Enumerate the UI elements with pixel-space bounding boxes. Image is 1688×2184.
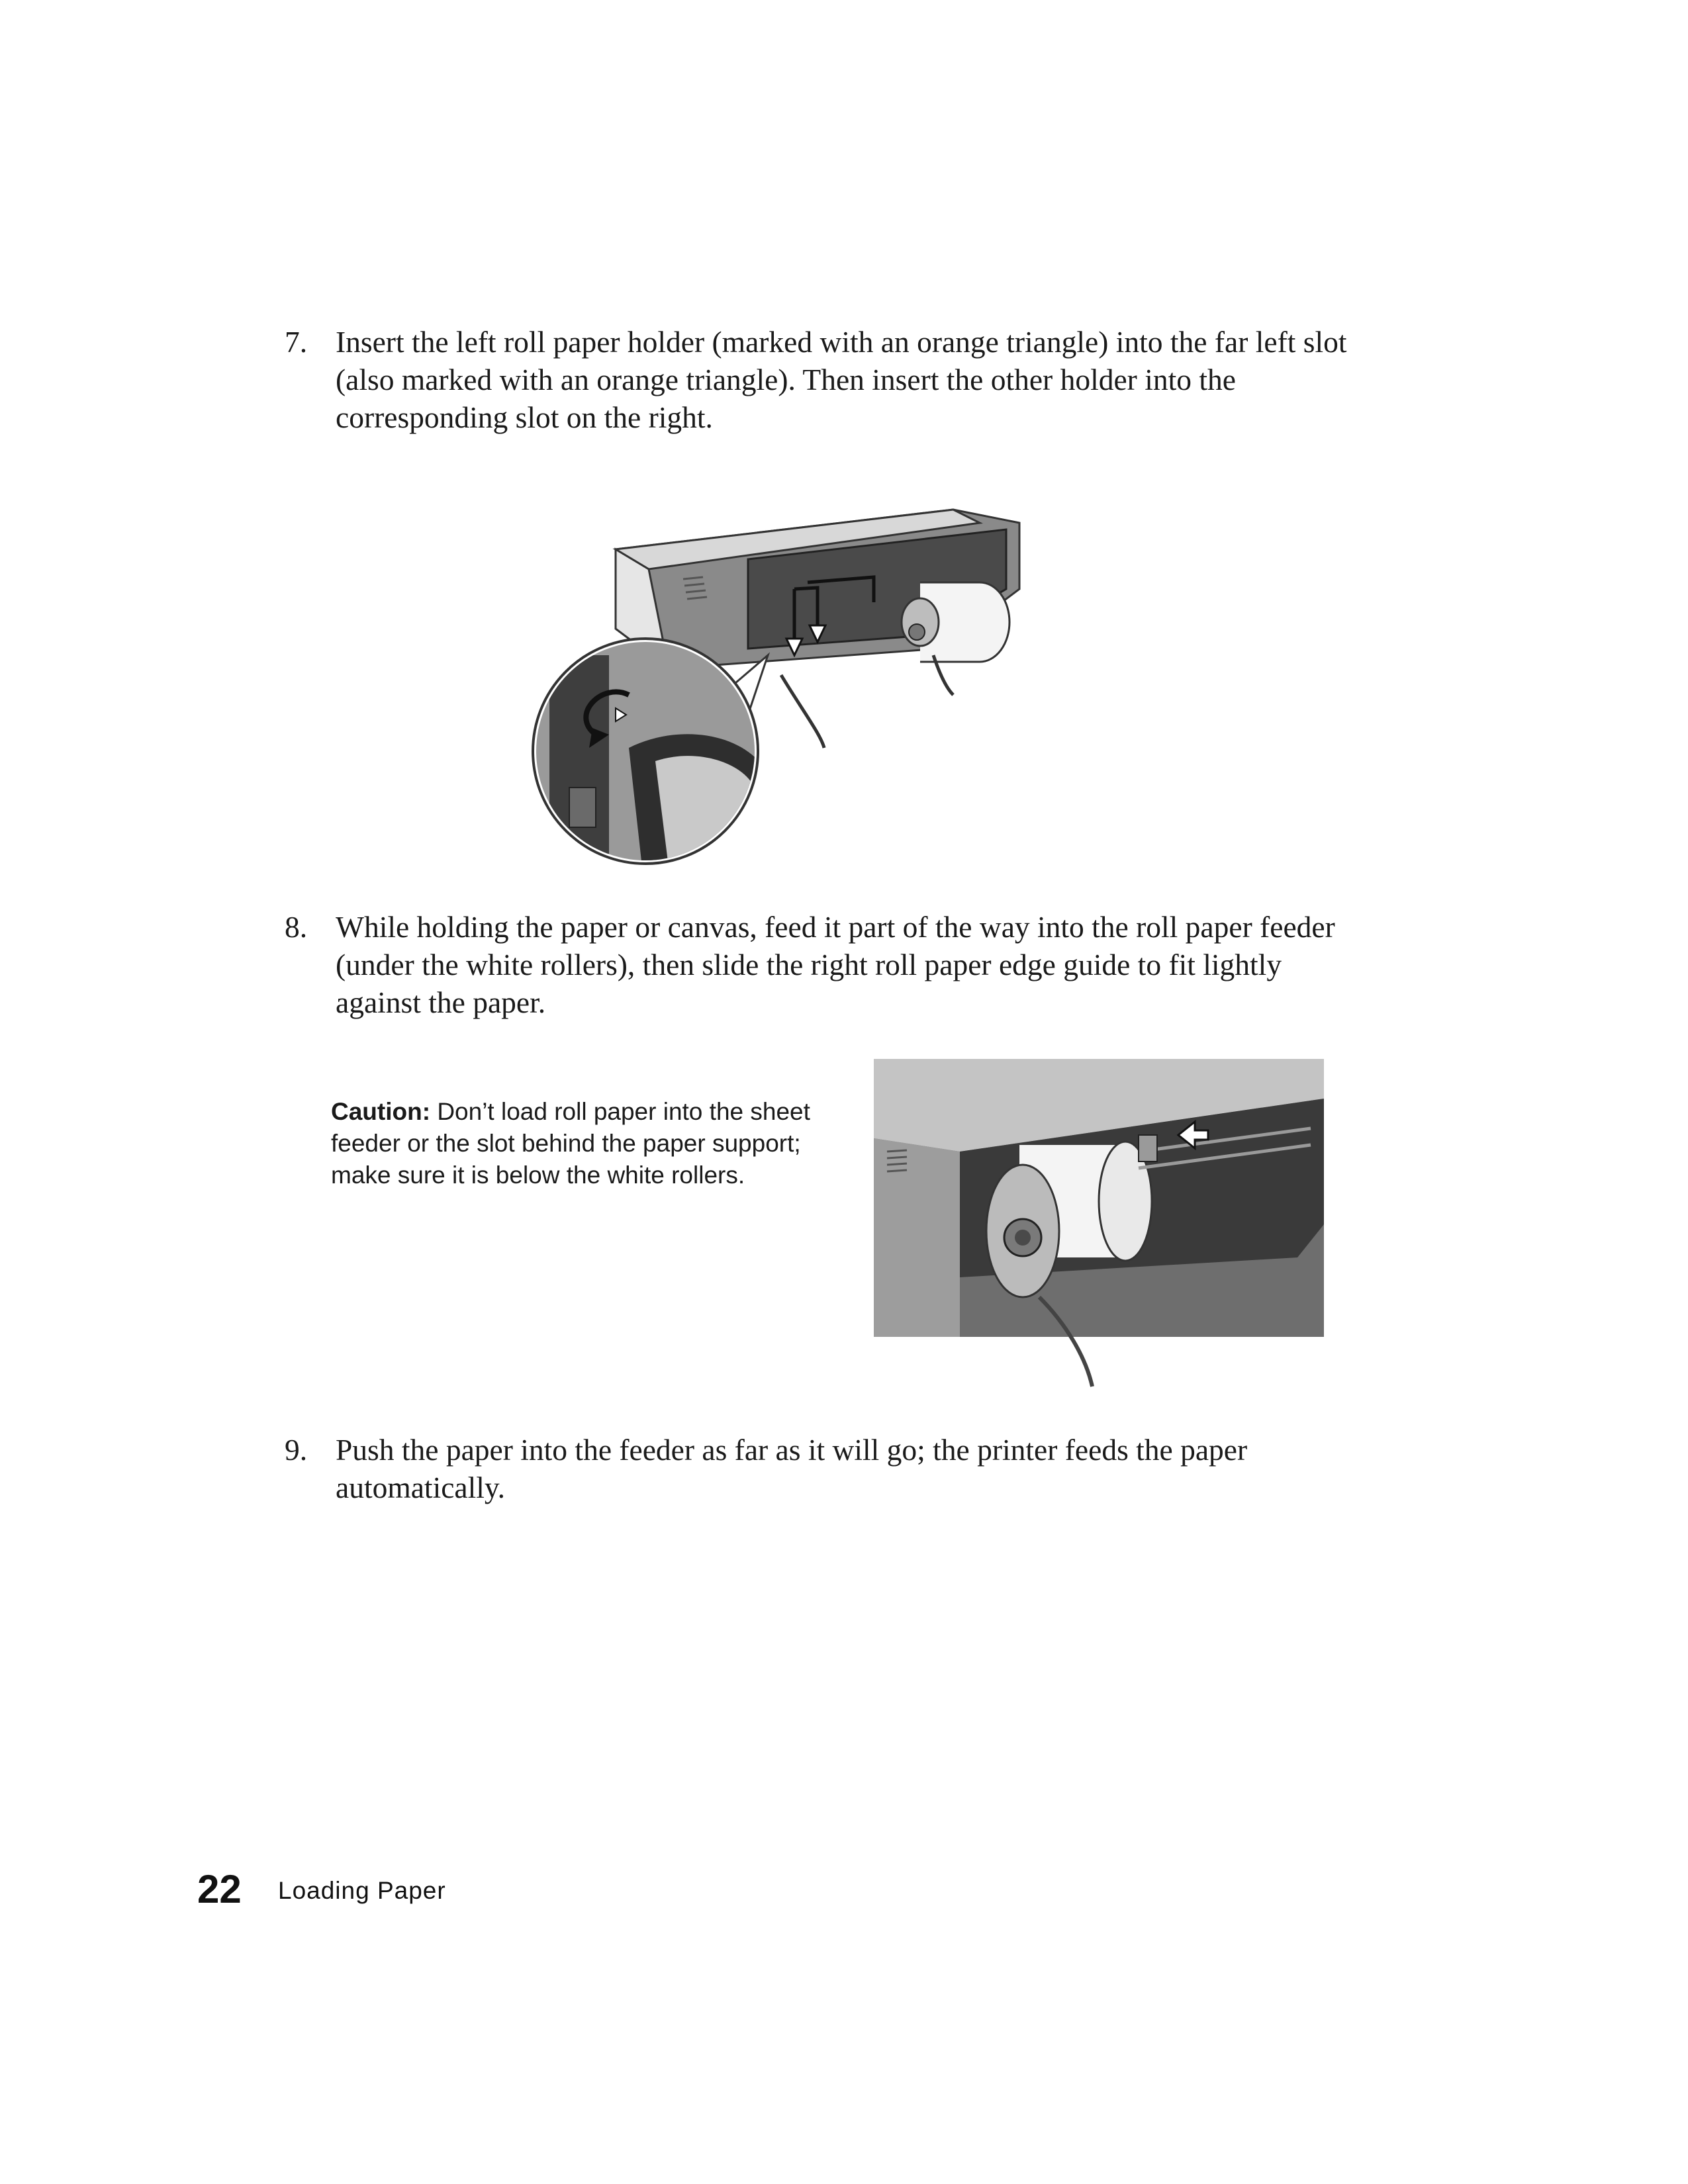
page-number: 22 xyxy=(197,1867,242,1911)
caution-note xyxy=(331,1096,834,1191)
step-8 xyxy=(285,908,1370,1021)
step-8-number: 8. xyxy=(285,910,308,944)
step-9-number: 9. xyxy=(285,1433,308,1467)
step-8-text: While holding the paper or canvas, feed it part of the way into the roll paper feeder (under the white rollers), then slide the right roll paper edge guide to fit lightly against the paper. xyxy=(336,910,1335,1019)
step-7-number: 7. xyxy=(285,325,308,359)
step-9 xyxy=(285,1431,1370,1506)
caution-label: Caution: xyxy=(331,1098,431,1125)
step-7-text: Insert the left roll paper holder (marked with an orange triangle) into the far left slot (also marked with an orange triangle). Then insert the other holder into the corresponding slot on the right. xyxy=(336,325,1347,434)
roll-holder-insertion-illustration xyxy=(530,496,1059,880)
roll-paper-feed-illustration xyxy=(874,1059,1324,1390)
section-title: Loading Paper xyxy=(278,1877,446,1904)
caution-text: Don’t load roll paper into the sheet feeder or the slot behind the paper support; make sure it is below the white rollers. xyxy=(331,1098,810,1189)
step-7 xyxy=(285,323,1370,436)
step-9-text: Push the paper into the feeder as far as it will go; the printer feeds the paper automatically. xyxy=(336,1433,1248,1504)
